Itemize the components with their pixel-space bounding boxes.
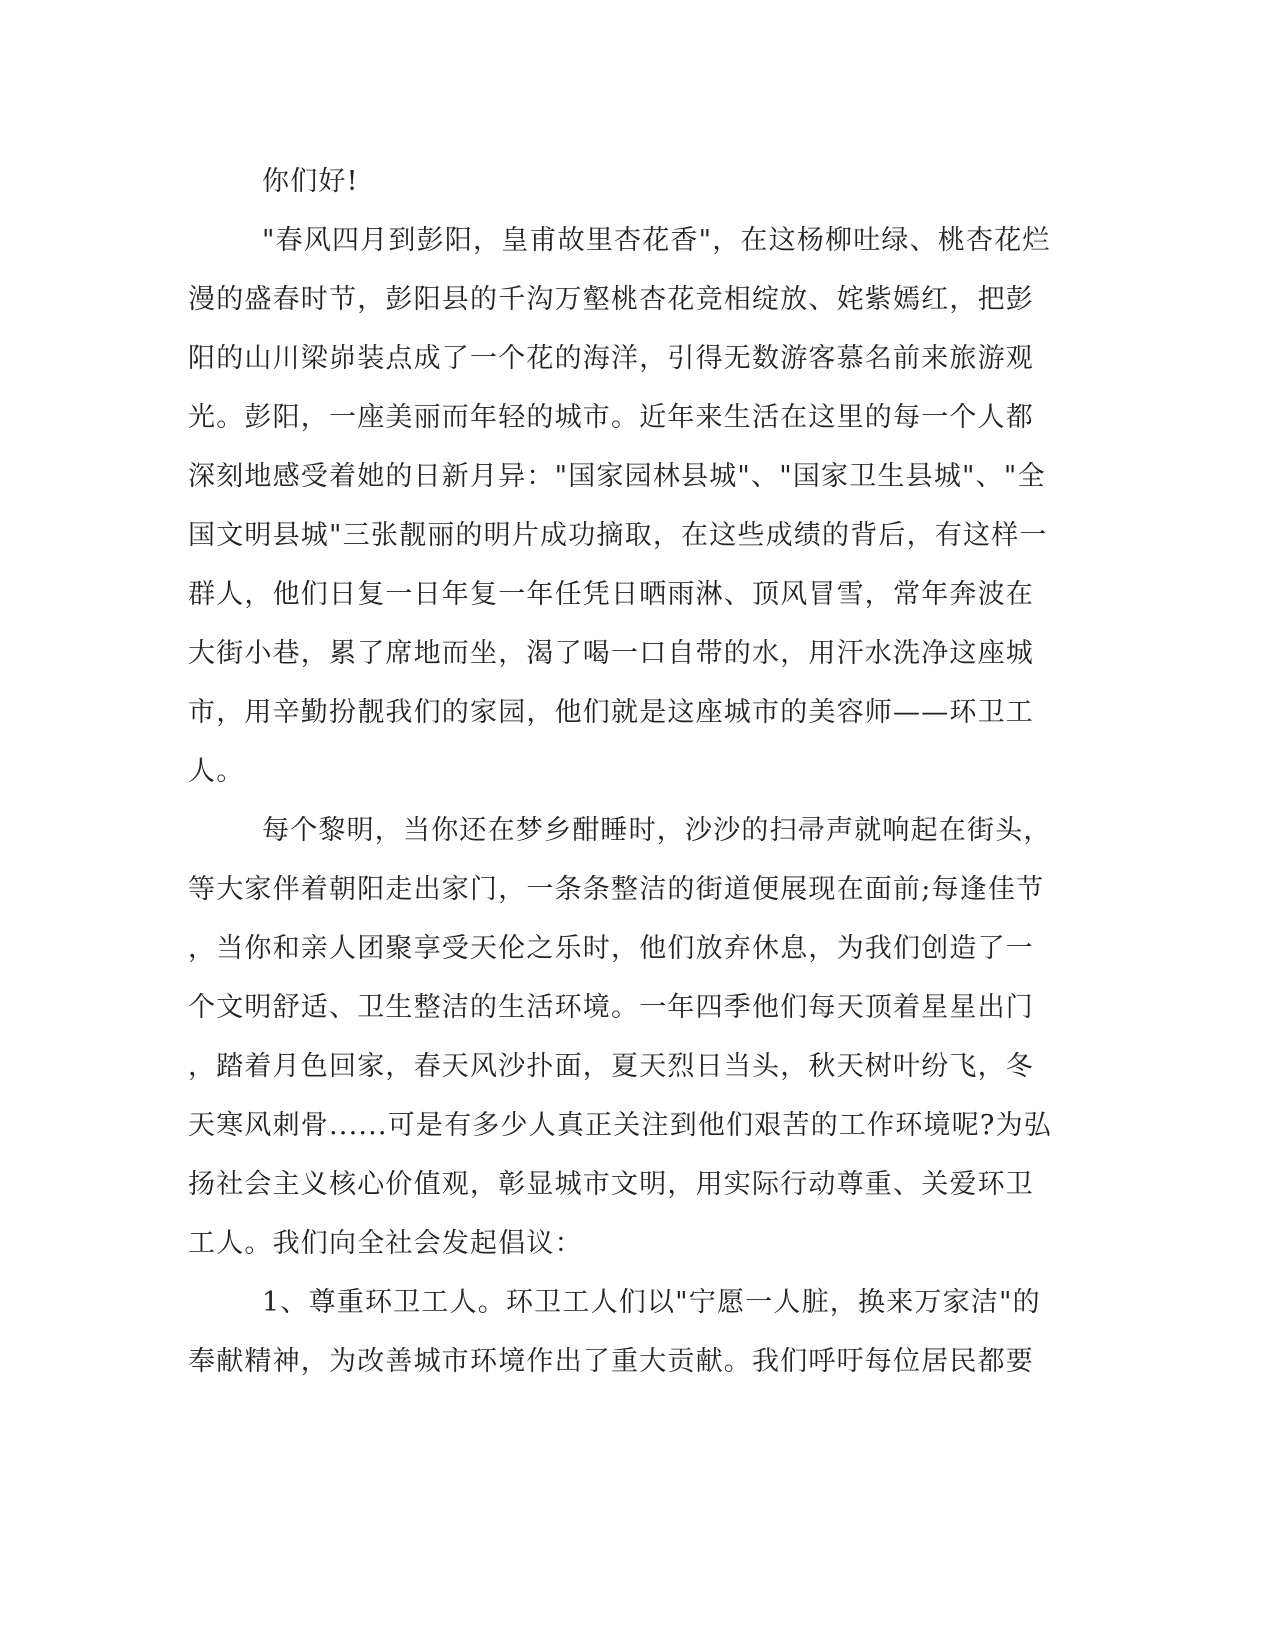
paragraph-2-line-8: 工人。我们向全社会发起倡议： [188,1228,583,1259]
paragraph-1-line-6: 国文明县城"三张靓丽的明片成功摘取，在这些成绩的背后，有这样一 [188,520,1048,551]
paragraph-2-line-5: ，踏着月色回家，春天风沙扑面，夏天烈日当头，秋天树叶纷飞，冬 [188,1051,1034,1082]
paragraph-3-line-2: 奉献精神，为改善城市环境作出了重大贡献。我们呼吁每位居民都要 [188,1346,1034,1377]
paragraph-2-line-6: 天寒风刺骨......可是有多少人真正关注到他们艰苦的工作环境呢?为弘 [188,1110,1052,1141]
paragraph-1-line-2: 漫的盛春时节，彭阳县的千沟万壑桃杏花竞相绽放、姹紫嫣红，把彭 [188,284,1034,315]
paragraph-1-line-9: 市，用辛勤扮靓我们的家园，他们就是这座城市的美容师——环卫工 [188,697,1034,728]
paragraph-1-line-3: 阳的山川梁峁装点成了一个花的海洋，引得无数游客慕名前来旅游观 [188,343,1034,374]
paragraph-1-line-4: 光。彭阳，一座美丽而年轻的城市。近年来生活在这里的每一个人都 [188,402,1034,433]
paragraph-2-line-4: 个文明舒适、卫生整洁的生活环境。一年四季他们每天顶着星星出门 [188,992,1034,1023]
paragraph-3-line-1: 1、尊重环卫工人。环卫工人们以"宁愿一人脏，换来万家洁"的 [262,1287,1041,1318]
paragraph-2-line-2: 等大家伴着朝阳走出家门，一条条整洁的街道便展现在面前;每逢佳节 [188,874,1045,905]
greeting-line: 你们好! [262,166,359,197]
paragraph-1-line-10: 人。 [188,756,245,787]
paragraph-1-line-5: 深刻地感受着她的日新月异："国家园林县城"、"国家卫生县城"、"全 [188,461,1046,492]
paragraph-1-line-1: "春风四月到彭阳，皇甫故里杏花香"，在这杨柳吐绿、桃杏花烂 [262,225,1051,256]
paragraph-2-line-1: 每个黎明，当你还在梦乡酣睡时，沙沙的扫帚声就响起在街头， [262,815,1052,846]
paragraph-1-line-8: 大街小巷，累了席地而坐，渴了喝一口自带的水，用汗水洗净这座城 [188,638,1034,669]
paragraph-2-line-7: 扬社会主义核心价值观，彰显城市文明，用实际行动尊重、关爱环卫 [188,1169,1034,1200]
paragraph-1-line-7: 群人，他们日复一日年复一年任凭日晒雨淋、顶风冒雪，常年奔波在 [188,579,1034,610]
paragraph-2-line-3: ，当你和亲人团聚享受天伦之乐时，他们放弃休息，为我们创造了一 [188,933,1034,964]
